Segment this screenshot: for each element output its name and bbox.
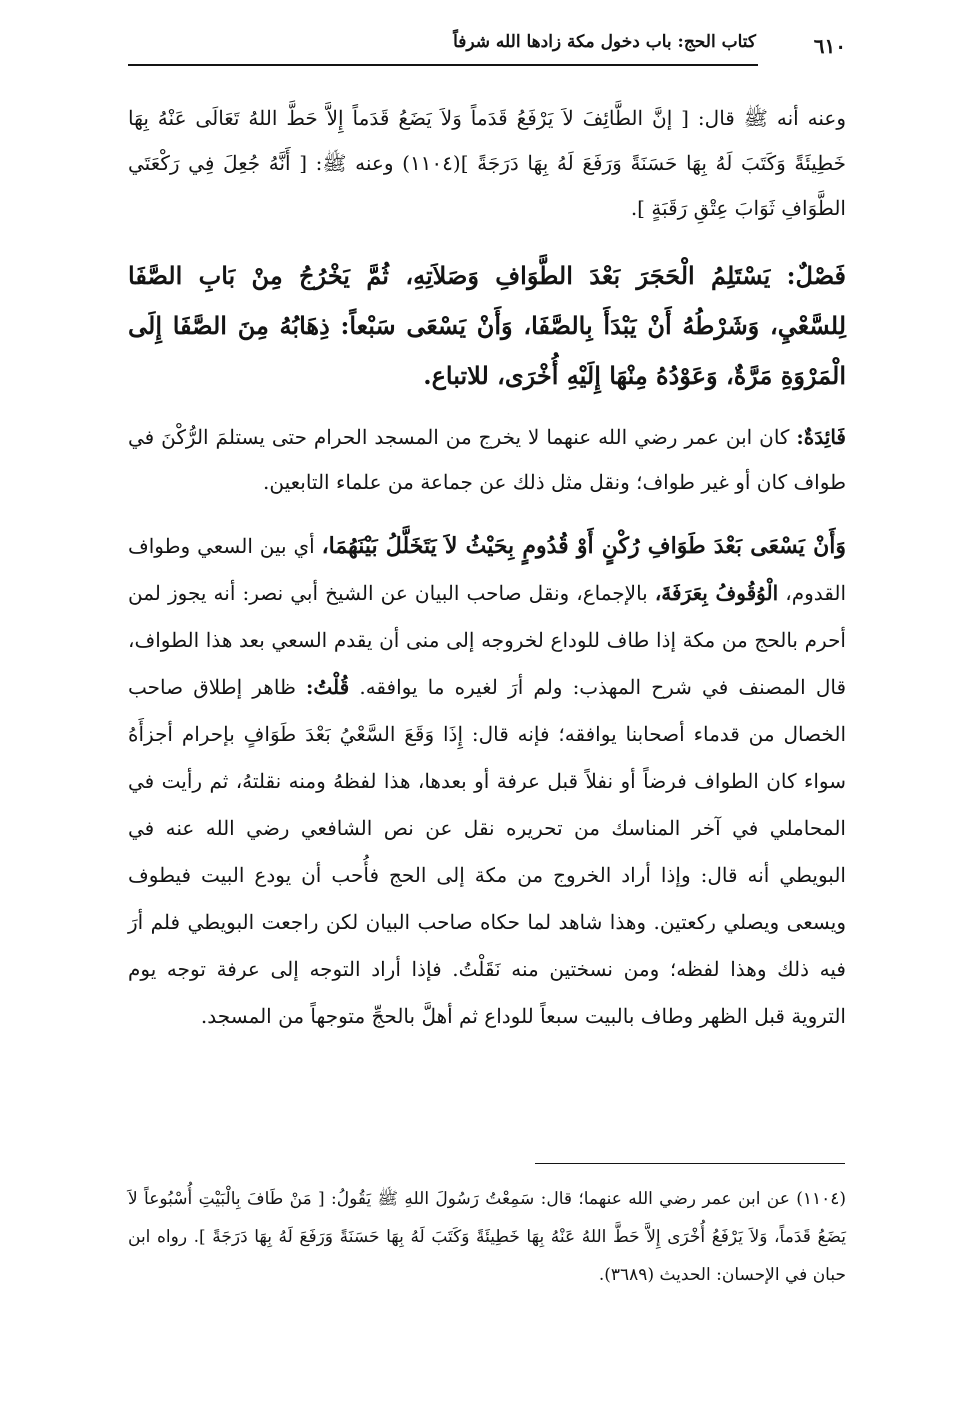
main-text [128, 96, 846, 1040]
commentary-text-1: أي بين السعي وطواف القدوم، [128, 534, 846, 605]
commentary-text-3: ظاهر إطلاق صاحب الخصال من قدماء أصحابنا يوافقه؛ فإنه قال: إِذَا وَقَعَ السَّعْيُ بَعْدَ طَوَافٍ بإحرام أجزأَهُ سواء كان الطواف فرضاً أو نفلاً قبل عرفة أو بعدها، هذا لفظهُ ومنه نقلتهُ، ثم رأيت في المحاملي في آخر المناسك من تحريره نقل عن نص الشافعي رضي الله عنه في البويطي أنه قال: وإذا أراد الخروج من مكة إلى الحج فأُحب أن يودع البيت فيطوف ويسعى ويصلي ركعتين. وهذا شاهد لما حكاه صاحب البيان لكن راجعت البويطي فلم أرَ فيه ذلك وهذا لفظه؛ ومن نسختين منه نَقَلْتُ. فإذا أراد التوجه إلى عرفة توجه يوم التروية قبل الظهر وطاف بالبيت سبعاً للوداع ثم أهلَّ بالحجِّ متوجهاً من المسجد. [128, 675, 846, 1028]
section-fasl: فَصْلٌ: يَسْتَلِمُ الْحَجَرَ بَعْدَ الطَّوَافِ وَصَلاَتِهِ، ثُمَّ يَخْرُجُ مِنْ بَابِ الصَّفَا لِلسَّعْيِ، وَشَرْطُهُ أَنْ يَبْدَأَ بِالصَّفَا، وَأَنْ يَسْعَى سَبْعاً: ذِهَابُهُ مِنَ الصَّفَا إِلَى الْمَرْوَةِ مَرَّةٌ، وَعَوْدُهُ مِنْهَا إِلَيْهِ أُخْرَى، للاتباع. [128, 261, 847, 390]
commentary-paragraph [128, 523, 846, 1040]
paragraph-hadith: وعنه أنه ﷺ قال: [ إنَّ الطَّائِفَ لاَ يَرْفَعُ قَدَماً وَلاَ يَضَعُ قَدَماً إِلاَّ حَطَّ اللهُ تَعَالَى عَنْهُ بِهَا خَطِيئَةً وَكَتَبَ لَهُ بِهَا حَسَنَةً وَرَفَعَ لَهُ بِهَا دَرَجَةً ](١١٠٤) وعنه ﷺ: [ أَنَّهُ جُعِلَ فِي رَكْعَتَي الطَّوَافِ ثَوَابَ عِتْقِ رَقَبَةٍ ]. [128, 106, 846, 220]
footnote-rule [535, 1163, 845, 1164]
commentary-text-2: بالإجماع، ونقل صاحب البيان عن الشيخ أبي نصر: أنه يجوز لمن أحرم بالحج من مكة إذا طاف للوداع لخروجه إلى منى أن يقدم السعي بعد هذا الطواف، قال المصنف في شرح المهذب: ولم أرَ لغيره ما يوافقه. [128, 581, 847, 699]
faida-text: كان ابن عمر رضي الله عنهما لا يخرج من المسجد الحرام حتى يستلمَ الرُّكْنَ في طواف كان أو غير طواف؛ ونقل مثل ذلك عن جماعة من علماء التابعين. [128, 425, 846, 494]
page-header [128, 30, 846, 70]
page-number: ٦١٠ [813, 34, 846, 58]
footnote-1104: (١١٠٤) عن ابن عمر رضي الله عنهما؛ قال: سَمِعْتُ رَسُولَ اللهِ ﷺ يَقُولُ: [ مَنْ طَافَ بِالْبَيْتِ أُسْبُوعاً لاَ يَضَعُ قَدَماً، وَلاَ يَرْفَعُ أُخْرَى إِلاَّ حَطَّ اللهُ عَنْهُ بِهَا خَطِيئَةً وَكَتَبَ لَهُ بِهَا حَسَنَةً وَرَفَعَ لَهُ بِهَا دَرَجَةً ]. رواه ابن حبان في الإحسان: الحديث (٣٦٨٩). [128, 1189, 846, 1285]
matn-wuquf: الْوُقُوفُ بِعَرَفَةَ، [654, 581, 779, 605]
faida-paragraph [128, 415, 846, 505]
header-rule [128, 64, 758, 66]
matn-sai: وَأَنْ يَسْعَى بَعْدَ طَوَافِ رُكْنٍ أَوْ قُدُومٍ بِحَيْثُ لاَ يَتَخَلَّلُ بَيْنَهُمَا، [321, 533, 846, 559]
qult-label: قُلْتُ: [306, 675, 350, 699]
faida-label: فَائِدَةٌ: [796, 425, 846, 449]
running-title: كتاب الحج: باب دخول مكة زادها الله شرفاً [453, 32, 756, 52]
